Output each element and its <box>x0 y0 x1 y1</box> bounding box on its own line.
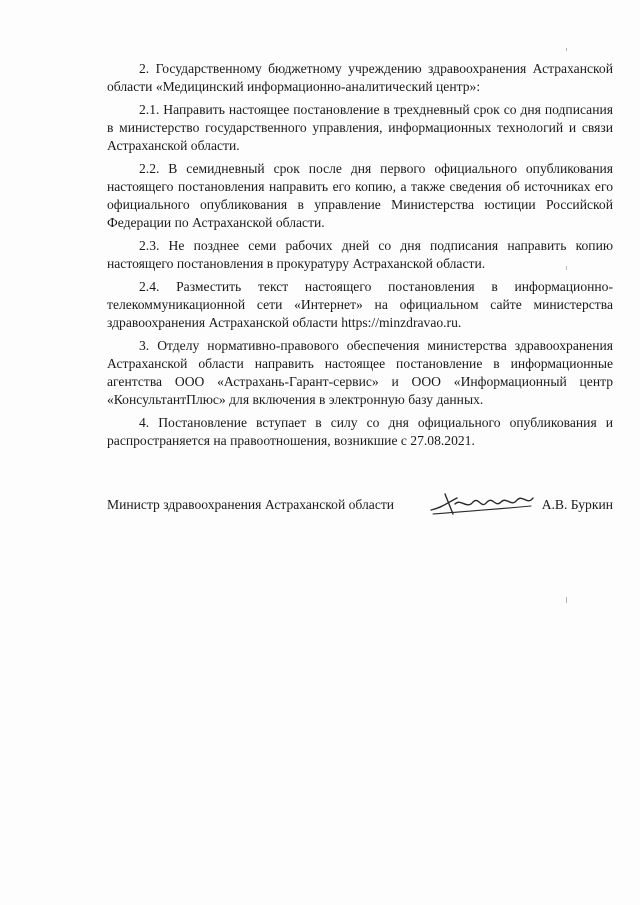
document-body <box>107 60 613 455</box>
scan-speck <box>566 266 567 270</box>
scan-speck <box>566 48 567 51</box>
signer-name: А.В. Буркин <box>541 497 613 512</box>
paragraph-2-1: 2.1. Направить настоящее постановление в трехдневный срок со дня подписания в министерство государственного управления, информационных технологий и связи Астраханской области. <box>107 102 613 153</box>
scan-speck <box>566 597 567 603</box>
paragraph-2-2: 2.2. В семидневный срок после дня первого официального опубликования настоящего постановления направить его копию, а также сведения об источниках его официального опубликования в управление Министерства юстиции Российской Федерации по Астраханской области. <box>107 161 613 230</box>
signature-block <box>107 496 613 520</box>
handwritten-signature <box>427 488 537 520</box>
paragraph-2-4: 2.4. Разместить текст настоящего постановления в информационно-телекоммуникационной сети «Интернет» на официальном сайте министерства здравоохранения Астраханской области https://minzdravao.ru. <box>107 279 613 330</box>
paragraph-2-3: 2.3. Не позднее семи рабочих дней со дня подписания направить копию настоящего постановления в прокуратуру Астраханской области. <box>107 238 613 271</box>
signer-position: Министр здравоохранения Астраханской области <box>107 497 395 512</box>
paragraph-2: 2. Государственному бюджетному учреждению здравоохранения Астраханской области «Медицинский информационно-аналитический центр»: <box>107 61 613 94</box>
paragraph-3: 3. Отделу нормативно-правового обеспечения министерства здравоохранения Астраханской области направить настоящее постановление в информационные агентства ООО «Астрахань-Гарант-сервис» и ООО «Информационный центр «КонсультантПлюс» для включения в электронную базу данных. <box>107 338 613 407</box>
paragraph-4: 4. Постановление вступает в силу со дня официального опубликования и распространяется на правоотношения, возникшие с 27.08.2021. <box>107 415 613 448</box>
